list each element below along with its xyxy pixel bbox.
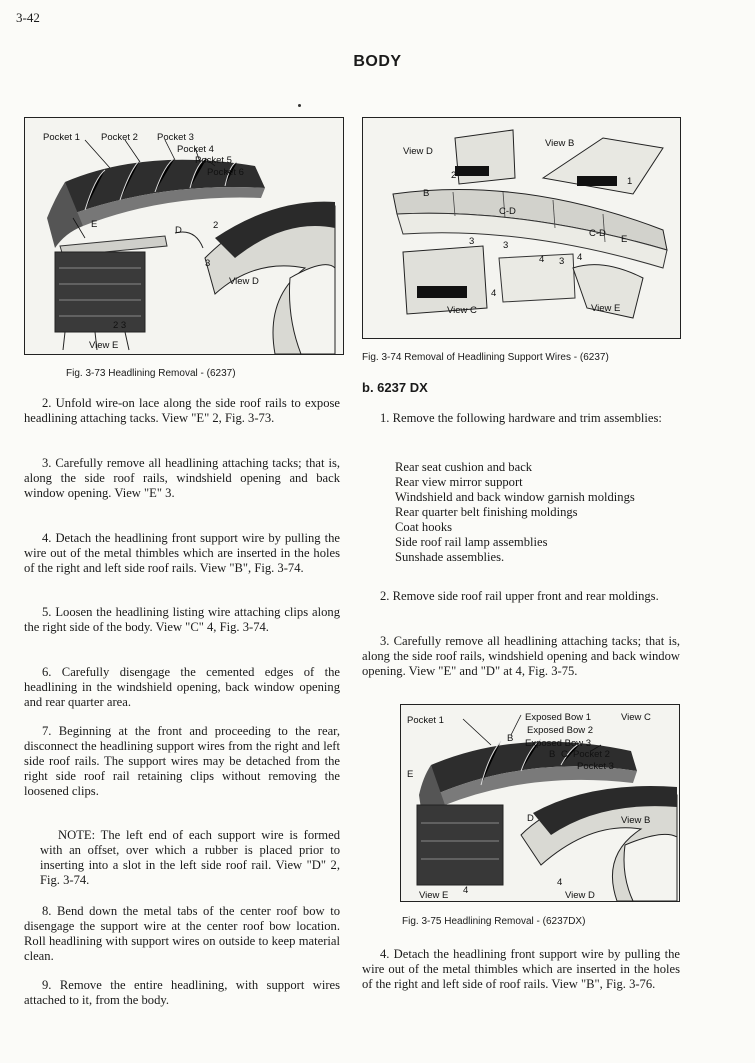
list-item: Side roof rail lamp assemblies [395,535,548,549]
label-view-c: View C [447,305,477,316]
figure-3-73 [24,117,344,355]
label-c-d: C-D [499,206,516,217]
left-paragraph-2: 2. Unfold wire-on lace along the side roof rails to expose headlining attaching tacks. View "E" 2, Fig. 3-73. [24,396,340,425]
stray-dot [298,104,301,107]
left-paragraph-5: 5. Loosen the headlining listing wire attaching clips along the right side of the body. View "C" 4, Fig. 3-74. [24,605,340,634]
right-paragraph-2: 2. Remove side roof rail upper front and rear moldings. [380,589,659,603]
label-pocket-2: Pocket 2 [101,132,138,143]
section-title: BODY [353,53,402,70]
figure-3-75-illustration [401,705,679,901]
right-paragraph-3: 3. Carefully remove all headlining attaching tacks; that is, along the side roof rails, windshield opening and back window opening. View "E" and "D" at 4, Fig. 3-75. [362,634,680,678]
label-d: D [175,225,182,236]
label-pocket-5: Pocket 5 [195,155,232,166]
label-1: 1 [627,176,633,187]
label-c-a: C [561,749,568,760]
label-b: B [423,188,430,199]
label-3-c: 3 [559,256,565,267]
label-exposed-bow-3: Exposed Bow 3 [525,738,592,749]
label-view-b: View B [545,138,575,149]
label-view-e: View E [89,340,119,351]
label-pocket-2: Pocket 2 [573,749,610,760]
right-paragraph-4: 4. Detach the headlining front support wire by pulling the wire out of the metal thimbles which are inserted in the holes of the right and left side of roof rails. View "B", Fig. 3-76. [362,947,680,991]
caption-fig-3-74: Fig. 3-74 Removal of Headlining Support Wires - (6237) [362,352,609,363]
label-pocket-1: Pocket 1 [43,132,80,143]
figure-3-73-illustration [25,118,343,354]
subheading-6237-dx: b. 6237 DX [362,380,428,395]
left-paragraph-7: 7. Beginning at the front and proceeding to the rear, disconnect the headlining support wires from the right and left side roof rails. The support wires may be detached from the right side roof rail retaining clips without removing the loosened clips. [24,724,340,798]
list-item: Rear seat cushion and back [395,460,533,474]
list-item: Sunshade assemblies. [395,550,505,564]
label-d: D [527,813,534,824]
label-pocket-6: Pocket 6 [207,167,244,178]
left-paragraph-6: 6. Carefully disengage the cemented edges of the headlining in the windshield opening, back window opening and rear quarter area. [24,665,340,709]
left-paragraph-3: 3. Carefully remove all headlining attaching tacks; that is, along the side roof rails, windshield opening and back window opening. View "E" 3. [24,456,340,500]
page-number: 3-42 [16,10,40,25]
label-4-a: 4 [463,885,469,896]
label-pocket-1: Pocket 1 [407,715,444,726]
label-view-c: View C [621,712,651,723]
label-pocket-3: Pocket 3 [157,132,194,143]
label-view-d: View D [229,276,259,287]
label-2: 2 [213,220,219,231]
left-note: NOTE: The left end of each support wire is formed with an offset, over which a rubber is placed prior to inserting into a slot in the left side roof rail. View "D" 2, Fig. 3-74. [40,828,340,887]
caption-fig-3-73: Fig. 3-73 Headlining Removal - (6237) [66,368,236,379]
label-3-a: 3 [469,236,475,247]
label-pocket-3: Pocket 3 [577,761,614,772]
label-e: E [621,234,628,245]
label-view-e: View E [419,890,449,901]
label-view-b: View B [621,815,651,826]
label-exposed-bow-2: Exposed Bow 2 [527,725,594,736]
right-paragraph-1: 1. Remove the following hardware and trim assemblies: [380,411,662,425]
left-paragraph-4: 4. Detach the headlining front support wire by pulling the wire out of the metal thimbles which are inserted in the holes of the right and left side roof rails. View "B", Fig. 3-74. [24,531,340,575]
label-e: E [407,769,414,780]
label-2: 2 [451,170,457,181]
label-3-b: 3 [503,240,509,251]
label-exposed-bow-1: Exposed Bow 1 [525,712,592,723]
label-4-c: 4 [577,252,583,263]
label-e: E [91,219,98,230]
hardware-list [395,460,685,565]
label-2-3: 2 3 [113,320,127,331]
label-c-d-2: C-D [589,228,606,239]
label-view-e: View E [591,303,621,314]
label-b-a: B [507,733,514,744]
list-item: Coat hooks [395,520,453,534]
figure-3-75 [400,704,680,902]
list-item: Rear quarter belt finishing moldings [395,505,578,519]
label-b-b: B [549,749,556,760]
label-view-d: View D [565,890,595,901]
label-3: 3 [205,258,211,269]
left-paragraph-9: 9. Remove the entire headlining, with support wires attached to it, from the body. [24,978,340,1007]
figure-3-74 [362,117,681,339]
left-paragraph-8: 8. Bend down the metal tabs of the center roof bow to disengage the support wire at the center roof bow location. Roll headlining with support wires on outside to keep material clean. [24,904,340,963]
label-pocket-4: Pocket 4 [177,144,214,155]
label-view-d: View D [403,146,433,157]
list-item: Windshield and back window garnish moldings [395,490,635,504]
caption-fig-3-75: Fig. 3-75 Headlining Removal - (6237DX) [402,916,586,927]
figure-3-74-illustration [363,118,680,338]
label-4-a: 4 [539,254,545,265]
label-4-b: 4 [491,288,497,299]
list-item: Rear view mirror support [395,475,523,489]
label-4-b: 4 [557,877,563,888]
